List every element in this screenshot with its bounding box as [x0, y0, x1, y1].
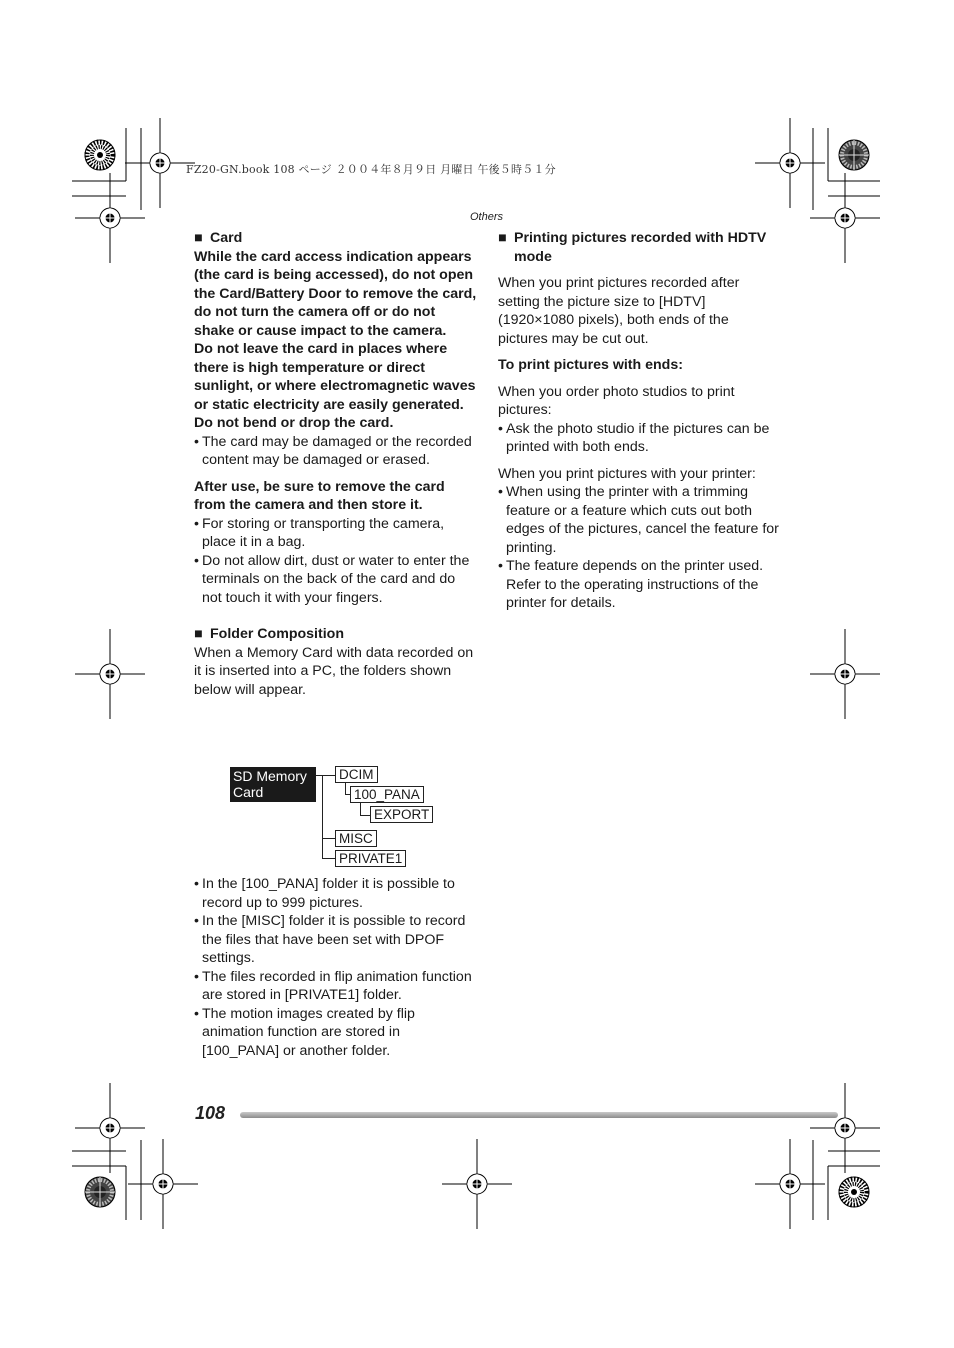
list-item: • The files recorded in flip animation function are stored in [PRIVATE1] folder. — [194, 968, 472, 1003]
left-column — [194, 229, 478, 699]
folder-private1: PRIVATE1 — [335, 850, 406, 867]
hdtv-intro: When you print pictures recorded after setting the picture size to [HDTV] (1920×1080 pixels), both ends of the pictures may be cut out. — [498, 275, 740, 347]
ends-heading: To print pictures with ends: — [498, 357, 683, 373]
list-item: • In the [MISC] folder it is possible to record the files that have been set with DPOF settings. — [194, 913, 466, 966]
section-label: Others — [470, 211, 504, 223]
square-bullet-icon: ■ — [498, 230, 507, 246]
page-number: 108 — [195, 1103, 226, 1123]
printer-intro: When you print pictures with your printer: — [498, 465, 756, 482]
print-header: FZ20-GN.book 108 ページ ２００４年８月９日 月曜日 午後５時５１分 — [186, 163, 556, 176]
card-warning-access: While the card access indication appears (the card is being accessed), do not open the Card/Battery Door to remove the card, do not turn the camera off or do not shake or cause impact to the camera. — [194, 248, 477, 339]
card-warning-environment: Do not leave the card in places where there is high temperature or direct sunlight, or where electromagnetic waves or static electricity are easily generated. — [194, 341, 476, 413]
studio-intro: When you order photo studios to print pictures: — [498, 383, 735, 418]
list-item: • The motion images created by flip animation function are stored in [100_PANA] or another folder. — [194, 1005, 415, 1059]
square-bullet-icon: ■ — [194, 230, 203, 246]
list-item: • Ask the photo studio if the pictures can be printed with both ends. — [498, 420, 770, 455]
folder-misc: MISC — [335, 830, 377, 847]
list-item: • In the [100_PANA] folder it is possible to record up to 999 pictures. — [194, 876, 455, 911]
folder-notes — [194, 875, 478, 1060]
list-item: • The feature depends on the printer used. Refer to the operating instructions of the printer for details. — [498, 558, 764, 611]
folder-export: EXPORT — [370, 806, 433, 823]
list-item: • For storing or transporting the camera, place it in a bag. — [194, 515, 445, 550]
folder-100-pana: 100_PANA — [350, 786, 424, 803]
tree-root-sd-card: SD Memory Card — [230, 767, 316, 802]
folder-heading: ■ Folder Composition — [194, 626, 344, 642]
card-warning-bend: Do not bend or drop the card. — [194, 415, 394, 431]
after-use-heading: After use, be sure to remove the card from the camera and then store it. — [194, 478, 445, 513]
folder-intro: When a Memory Card with data recorded on it is inserted into a PC, the folders shown below will appear. — [194, 644, 474, 698]
square-bullet-icon: ■ — [194, 626, 203, 642]
list-item: • The card may be damaged or the recorded content may be damaged or erased. — [194, 433, 472, 468]
card-heading: ■ Card — [194, 230, 243, 246]
list-item: • When using the printer with a trimming feature or a feature which cuts out both edges of the pictures, cancel the feature for printing. — [498, 484, 779, 556]
footer-rule — [240, 1112, 838, 1118]
list-item: • Do not allow dirt, dust or water to enter the terminals on the back of the card and do not touch it with your fingers. — [194, 552, 470, 606]
hdtv-heading: ■ Printing pictures recorded with HDTV mode — [498, 230, 767, 265]
right-column — [498, 229, 782, 613]
folder-dcim: DCIM — [335, 766, 378, 783]
